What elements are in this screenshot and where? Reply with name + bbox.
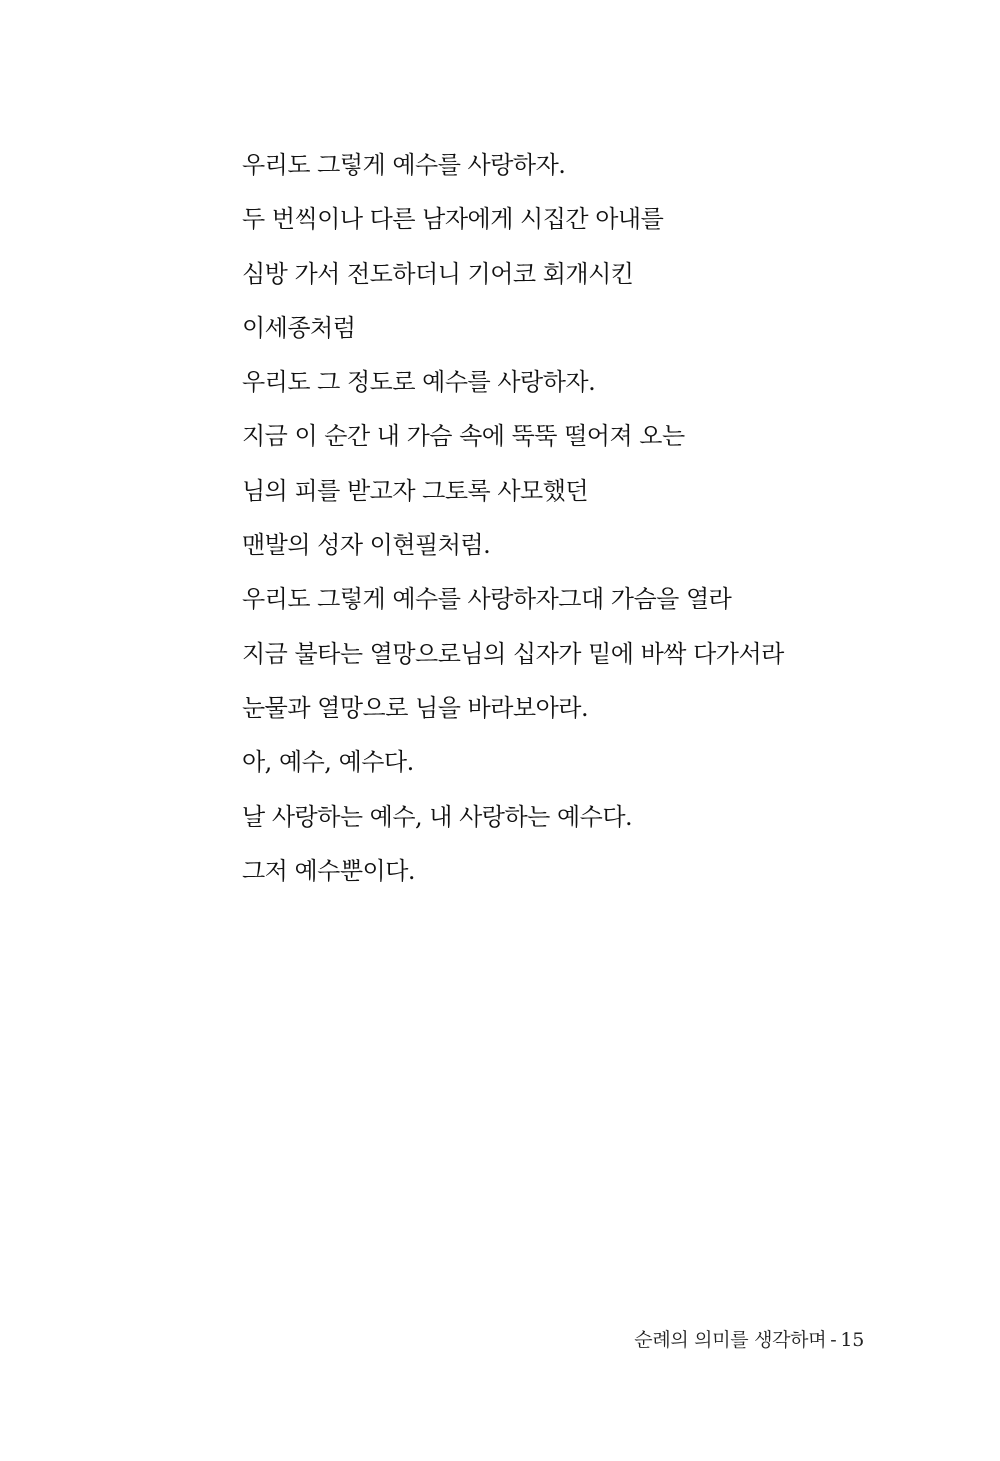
poem-line: 아, 예수, 예수다. — [242, 748, 414, 777]
page-number: 15 — [840, 1329, 864, 1351]
poem-line: 지금 불타는 열망으로님의 십자가 밑에 바싹 다가서라 — [242, 639, 784, 668]
poem-line: 님의 피를 받고자 그토록 사모했던 — [242, 476, 589, 505]
page-footer — [634, 1327, 864, 1353]
poem-line: 두 번씩이나 다른 남자에게 시집간 아내를 — [242, 205, 664, 234]
poem-line: 우리도 그 정도로 예수를 사랑하자. — [242, 368, 596, 397]
poem-line: 이세종처럼 — [242, 313, 356, 342]
poem-line: 심방 가서 전도하더니 기어코 회개시킨 — [242, 259, 634, 288]
poem-line: 눈물과 열망으로 님을 바라보아라. — [242, 693, 589, 722]
poem-line: 그저 예수뿐이다. — [242, 856, 416, 885]
poem-line: 맨발의 성자 이현필처럼. — [242, 531, 491, 560]
poem-line: 날 사랑하는 예수, 내 사랑하는 예수다. — [242, 802, 633, 831]
running-title: 순례의 의미를 생각하며 — [634, 1329, 827, 1351]
poem-body — [242, 150, 784, 910]
poem-line: 지금 이 순간 내 가슴 속에 뚝뚝 떨어져 오는 — [242, 422, 685, 451]
poem-line: 우리도 그렇게 예수를 사랑하자그대 가슴을 열라 — [242, 585, 732, 614]
poem-line: 우리도 그렇게 예수를 사랑하자. — [242, 151, 566, 179]
footer-separator: - — [830, 1329, 837, 1351]
